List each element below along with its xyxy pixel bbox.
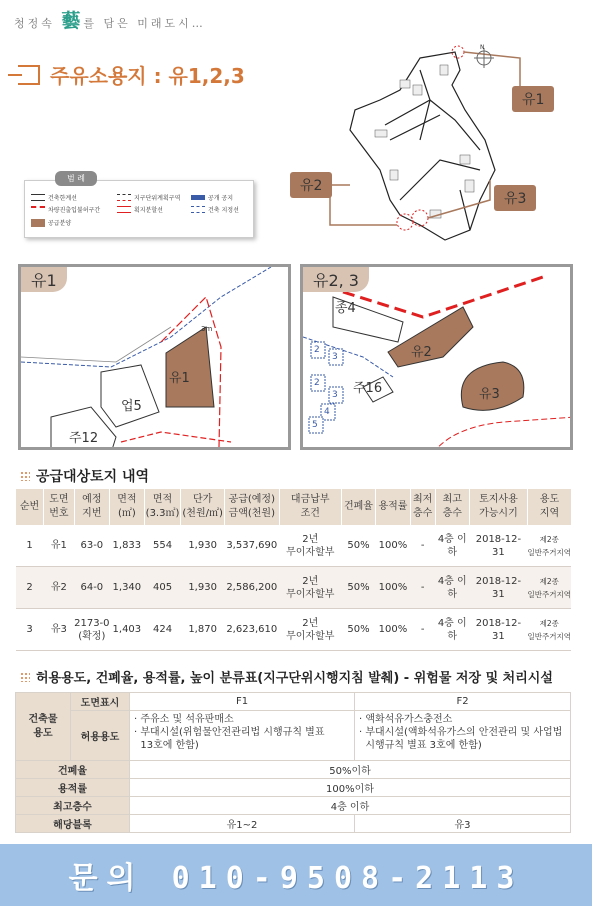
label-yu1: 유1 (169, 371, 190, 386)
label-yu2: 유2 (411, 345, 432, 360)
district-outline (350, 52, 495, 240)
cell: 2 (16, 567, 44, 609)
cell: 50% (341, 609, 375, 651)
label-jong4: 종4 (335, 301, 356, 316)
table-row (16, 567, 572, 609)
lot-number: 3 (332, 390, 338, 400)
label-ju12: 주12 (69, 431, 99, 446)
lot-number: 2 (314, 378, 320, 388)
block-f2: 유3 (355, 815, 571, 833)
legend-item: 공급분양 (31, 218, 71, 227)
slogan-pre: 청정속 (14, 17, 55, 30)
cell: 50% (341, 525, 375, 567)
callout-yu3: 유3 (494, 185, 536, 211)
cell: 2년 무이자할부 (279, 567, 341, 609)
cell: 1,930 (181, 567, 225, 609)
use-item: · 주유소 및 석유판매소 (134, 714, 234, 725)
slogan (14, 6, 206, 33)
contact-banner (0, 844, 592, 906)
header-cell: 건폐율 (341, 489, 375, 525)
header-cell: 최저 층수 (410, 489, 435, 525)
lot-number: 4 (324, 407, 330, 417)
section-title-text: 허용용도, 건폐율, 용적률, 높이 분류표(지구단위시행지침 발췌) - 위험물 저장 및 처리시설 (36, 671, 553, 686)
cell: 2년 무이자할부 (279, 609, 341, 651)
detail-map-yu23 (300, 264, 573, 450)
panel-tag: 유2, 3 (303, 267, 369, 292)
block-g (390, 170, 398, 180)
section-title-supply (20, 466, 149, 486)
legend-header: 범 례 (55, 171, 97, 186)
f1-header: F1 (130, 693, 355, 711)
north-label: N (480, 44, 485, 51)
cell: 1,870 (181, 609, 225, 651)
map-mark-label: 도면표시 (71, 693, 130, 711)
block-h (440, 65, 448, 75)
uses-table (15, 692, 571, 833)
label-ju16: 주16 (353, 381, 383, 396)
marker-yu2 (397, 214, 413, 230)
cell: 1 (16, 525, 44, 567)
legend (24, 174, 254, 238)
block-c (375, 130, 387, 137)
bullet-icon (20, 471, 30, 481)
callout-yu1: 유1 (512, 86, 554, 112)
road-1 (385, 100, 480, 150)
cell: 4층 이하 (435, 525, 469, 567)
table-row (16, 779, 571, 797)
cell: 100% (376, 525, 411, 567)
road-2 (390, 115, 440, 140)
f1-uses (130, 711, 355, 761)
page-title-text: 주유소용지 : 유1,2,3 (50, 64, 245, 88)
cell: 50% (341, 567, 375, 609)
cell: 2018-12-31 (469, 525, 527, 567)
cell: 유3 (44, 609, 75, 651)
block-a (400, 80, 410, 88)
lot-number: 5 (312, 420, 318, 430)
table-row (16, 797, 571, 815)
coverage-label: 건폐율 (16, 761, 130, 779)
cell: - (410, 609, 435, 651)
cell: 2년 무이자할부 (279, 525, 341, 567)
legend-item: 공개 공지 (191, 193, 233, 202)
bullet-icon (20, 672, 30, 682)
header-cell: 공급(예정) 금액(천원) (224, 489, 279, 525)
detail-map-yu1 (18, 264, 291, 450)
panel-tag: 유1 (21, 267, 67, 292)
use-item: · 부대시설(액화석유가스의 안전관리 및 사업법 시행규칙 별표 3호에 한함) (359, 727, 563, 751)
use-item: · 액화석유가스충전소 (359, 714, 453, 725)
cell: 제2종 일반주거지역 (527, 609, 571, 651)
block-d (460, 155, 470, 164)
slogan-post: 를 담은 미래도시… (83, 17, 206, 30)
table-header-row (16, 489, 572, 525)
cell: 2018-12-31 (469, 567, 527, 609)
block-label: 해당블록 (16, 815, 130, 833)
table-row (16, 525, 572, 567)
far-label: 용적률 (16, 779, 130, 797)
building-use-label: 건축물 용도 (16, 693, 71, 761)
header-cell: 대금납부 조건 (279, 489, 341, 525)
supply-table (15, 489, 571, 651)
legend-item: 차량진출입불허구간 (31, 205, 100, 214)
lot-number: 3 (332, 352, 338, 362)
max-floors-value: 4층 이하 (130, 797, 571, 815)
header-cell: 용적률 (376, 489, 411, 525)
cell: 554 (144, 525, 181, 567)
header-cell: 예정 지번 (74, 489, 109, 525)
cell: 3 (16, 609, 44, 651)
table-row (16, 609, 572, 651)
section-title-uses (20, 667, 553, 686)
cell: 제2종 일반주거지역 (527, 525, 571, 567)
cell: 1,833 (110, 525, 145, 567)
cell: 유1 (44, 525, 75, 567)
contact-text: 문의 010-9508-2113 (68, 861, 524, 896)
block-b (413, 85, 422, 95)
header-cell: 면적 (㎡) (110, 489, 145, 525)
cell: 63-0 (74, 525, 109, 567)
cell: 64-0 (74, 567, 109, 609)
cell: 제2종 일반주거지역 (527, 567, 571, 609)
cell: - (410, 567, 435, 609)
road-5 (460, 190, 470, 230)
label-up5: 업5 (121, 399, 142, 414)
legend-item: 건축한계선 (31, 193, 77, 202)
header-cell: 단가 (천원/㎡) (181, 489, 225, 525)
cell: 1,340 (110, 567, 145, 609)
cell: 4층 이하 (435, 609, 469, 651)
legend-item: 건축 지정선 (191, 205, 239, 214)
cell: 1,930 (181, 525, 225, 567)
north-arrow-icon (474, 48, 494, 68)
allowed-use-label: 허용용도 (71, 711, 130, 761)
cell: 100% (376, 609, 411, 651)
header-cell: 최고 층수 (435, 489, 469, 525)
lot-number: 2 (314, 345, 320, 355)
block-f1: 유1~2 (130, 815, 355, 833)
cell: 3,537,690 (224, 525, 279, 567)
cell: 1,403 (110, 609, 145, 651)
far-value: 100%이하 (130, 779, 571, 797)
page-title (18, 60, 245, 89)
cell: 4층 이하 (435, 567, 469, 609)
header-cell: 용도 지역 (527, 489, 571, 525)
f2-uses (355, 711, 571, 761)
max-floors-label: 최고층수 (16, 797, 130, 815)
legend-item: 획지분할선 (117, 205, 163, 214)
overview-map (280, 40, 592, 265)
table-row (16, 815, 571, 833)
cell: 2173-0 (확정) (74, 609, 109, 651)
header-cell: 면적 (3.3㎡) (144, 489, 181, 525)
label-3m: 3m (201, 325, 213, 333)
section-title-text: 공급대상토지 내역 (36, 469, 150, 485)
header-cell: 순번 (16, 489, 44, 525)
cell: 2,623,610 (224, 609, 279, 651)
table-row (16, 693, 571, 711)
cell: 2018-12-31 (469, 609, 527, 651)
header-cell: 토지사용 가능시기 (469, 489, 527, 525)
cell: 100% (376, 567, 411, 609)
slogan-hanja: 藝 (61, 10, 84, 32)
block-e (465, 180, 474, 192)
callout-yu2: 유2 (290, 172, 332, 198)
cell: 405 (144, 567, 181, 609)
coverage-value: 50%이하 (130, 761, 571, 779)
label-yu3: 유3 (479, 387, 500, 402)
legend-item: 지구단위계획구역 (117, 193, 180, 202)
cell: 424 (144, 609, 181, 651)
table-row (16, 761, 571, 779)
cell: 유2 (44, 567, 75, 609)
header-cell: 도면 번호 (44, 489, 75, 525)
enter-icon (18, 65, 40, 85)
cell: - (410, 525, 435, 567)
table-row (16, 711, 571, 761)
use-item: · 부대시설(위험물안전관리법 시행규칙 별표 13호에 한함) (134, 727, 325, 751)
marker-yu3 (412, 210, 428, 226)
cell: 2,586,200 (224, 567, 279, 609)
f2-header: F2 (355, 693, 571, 711)
